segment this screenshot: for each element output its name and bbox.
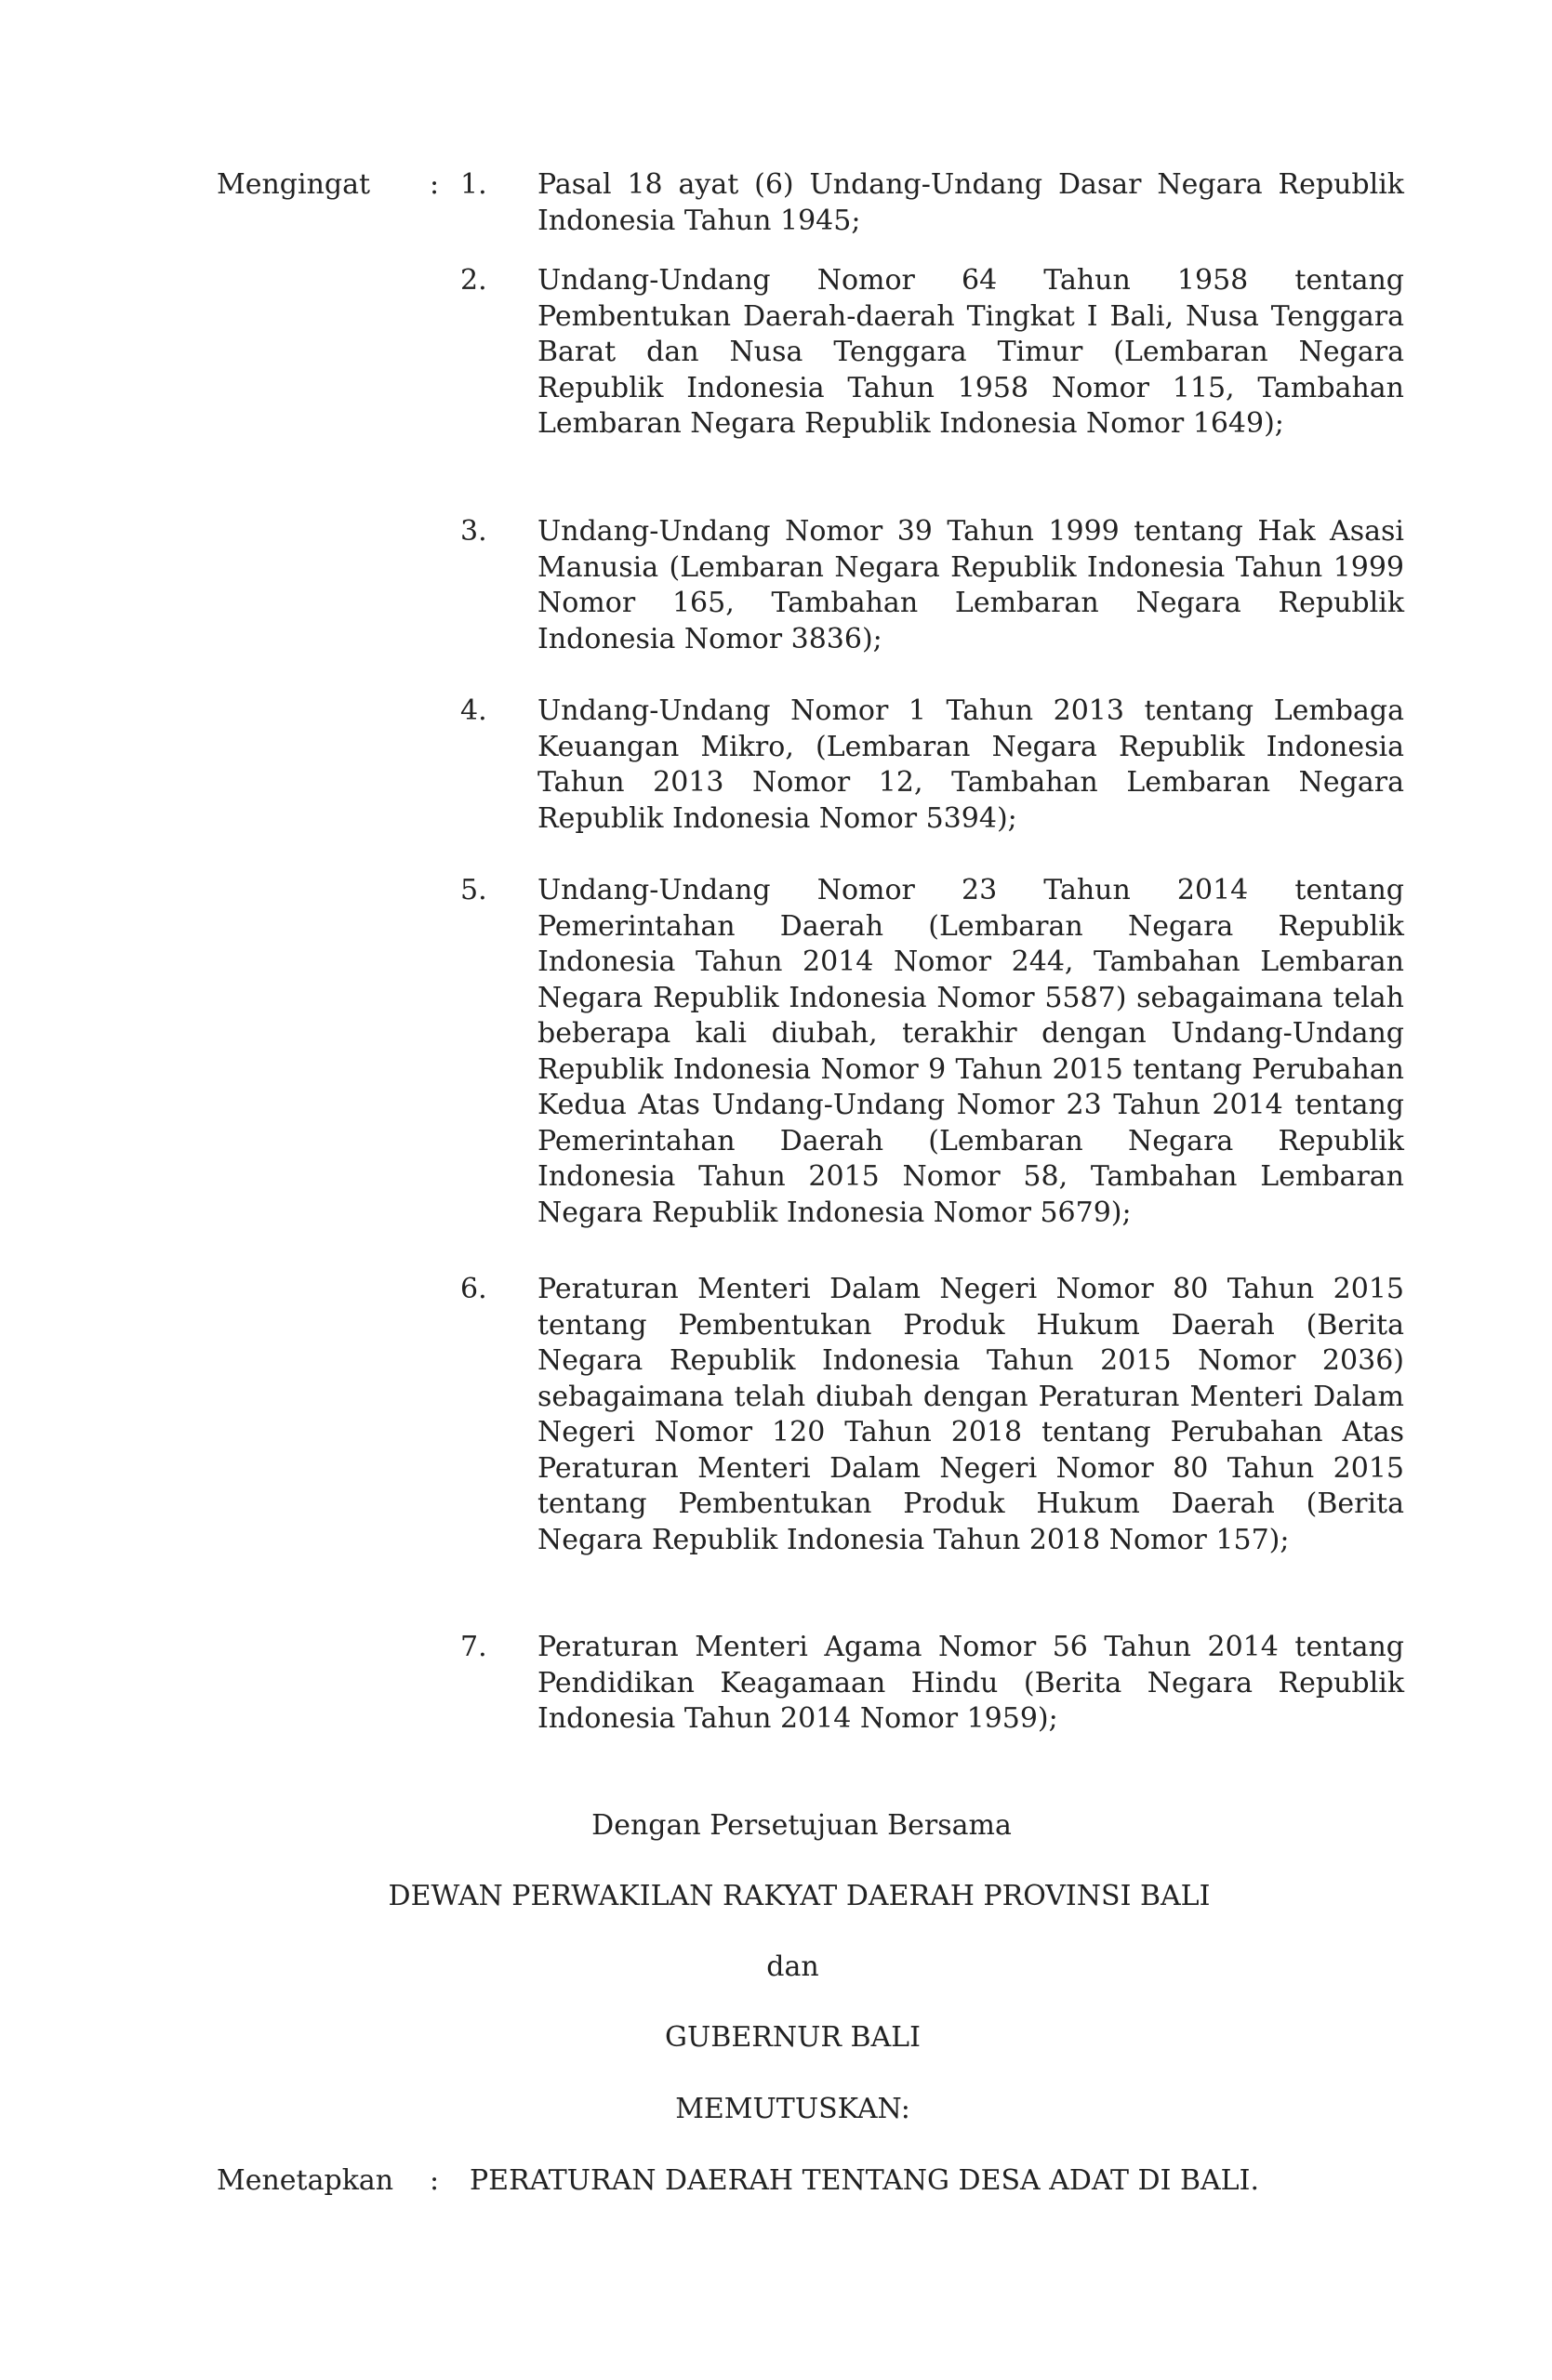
item-text: Pasal 18 ayat (6) Undang-Undang Dasar Negara Republik Indonesia Tahun 1945;: [537, 168, 1404, 237]
list-item: [460, 873, 1404, 1231]
list-item: [460, 1272, 1404, 1558]
item-text: Undang-Undang Nomor 1 Tahun 2013 tentang Lembaga Keuangan Mikro, (Lembaran Negara Republik Indonesia Tahun 2013 Nomor 12, Tambahan Lembaran Negara Republik Indonesia Nomor 5394);: [537, 694, 1404, 835]
item-text: Undang-Undang Nomor 64 Tahun 1958 tentang Pembentukan Daerah-daerah Tingkat I Bali, Nusa Tenggara Barat dan Nusa Tenggara Timur (Lembaran Negara Republik Indonesia Tahun 1958 Nomor 115, Tambahan Lembaran Negara Republik Indonesia Nomor 1649);: [537, 264, 1404, 440]
item-number: 2.: [460, 264, 487, 297]
menetapkan-colon: :: [430, 2164, 440, 2197]
list-item: [460, 514, 1404, 657]
item-text: Undang-Undang Nomor 23 Tahun 2014 tentang Pemerintahan Daerah (Lembaran Negara Republik Indonesia Tahun 2014 Nomor 244, Tambahan Lembaran Negara Republik Indonesia Nomor 5587) sebagaimana telah beberapa kali diubah, terakhir dengan Undang-Undang Republik Indonesia Nomor 9 Tahun 2015 tentang Perubahan Kedua Atas Undang-Undang Nomor 23 Tahun 2014 tentang Pemerintahan Daerah (Lembaran Negara Republik Indonesia Tahun 2015 Nomor 58, Tambahan Lembaran Negara Republik Indonesia Nomor 5679);: [537, 874, 1404, 1229]
mengingat-label: Mengingat: [217, 168, 371, 201]
item-text: Peraturan Menteri Dalam Negeri Nomor 80 Tahun 2015 tentang Pembentukan Produk Hukum Daerah (Berita Negara Republik Indonesia Tahun 2015 Nomor 2036) sebagaimana telah diubah dengan Peraturan Menteri Dalam Negeri Nomor 120 Tahun 2018 tentang Perubahan Atas Peraturan Menteri Dalam Negeri Nomor 80 Tahun 2015 tentang Pembentukan Produk Hukum Daerah (Berita Negara Republik Indonesia Tahun 2018 Nomor 157);: [537, 1273, 1404, 1556]
and-line: dan: [766, 1950, 819, 1983]
list-item: [460, 167, 1404, 239]
item-text: Undang-Undang Nomor 39 Tahun 1999 tentang Hak Asasi Manusia (Lembaran Negara Republik Indonesia Tahun 1999 Nomor 165, Tambahan Lembaran Negara Republik Indonesia Nomor 3836);: [537, 515, 1404, 655]
governor-line: GUBERNUR BALI: [665, 2021, 921, 2054]
item-number: 5.: [460, 874, 487, 906]
item-number: 7.: [460, 1631, 487, 1663]
with-approval-line: Dengan Persetujuan Bersama: [591, 1809, 1012, 1842]
item-text: Peraturan Menteri Agama Nomor 56 Tahun 2014 tentang Pendidikan Keagamaan Hindu (Berita Negara Republik Indonesia Tahun 2014 Nomor 1959);: [537, 1631, 1404, 1735]
menetapkan-text: PERATURAN DAERAH TENTANG DESA ADAT DI BALI.: [470, 2164, 1259, 2197]
list-item: [460, 263, 1404, 443]
decides-line: MEMUTUSKAN:: [675, 2093, 910, 2125]
item-number: 4.: [460, 694, 487, 727]
mengingat-colon: :: [430, 168, 440, 201]
item-number: 6.: [460, 1273, 487, 1305]
item-number: 1.: [460, 168, 487, 201]
item-number: 3.: [460, 515, 487, 548]
list-item: [460, 694, 1404, 837]
menetapkan-label: Menetapkan: [217, 2164, 394, 2197]
list-item: [460, 1630, 1404, 1738]
council-line: DEWAN PERWAKILAN RAKYAT DAERAH PROVINSI BALI: [388, 1880, 1211, 1912]
